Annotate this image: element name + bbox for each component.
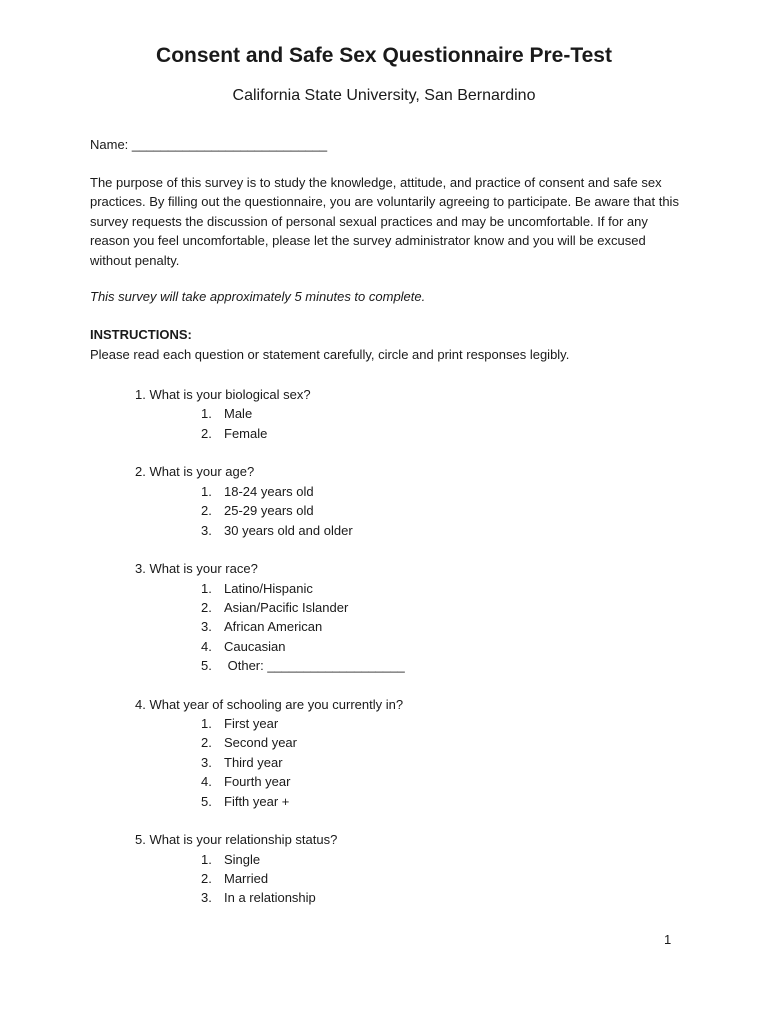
option-number: 4. bbox=[201, 638, 212, 654]
question-text: 2. What is your age? bbox=[135, 464, 255, 480]
answer-option[interactable] bbox=[135, 850, 695, 869]
question-text: 4. What year of schooling are you currently in? bbox=[135, 696, 404, 712]
option-label: In a relationship bbox=[224, 890, 316, 906]
question-5 bbox=[135, 830, 695, 908]
answer-option[interactable] bbox=[135, 501, 695, 520]
option-label: Second year bbox=[224, 735, 297, 751]
answer-option[interactable] bbox=[135, 521, 695, 540]
answer-options bbox=[135, 714, 695, 811]
answer-option[interactable] bbox=[135, 598, 695, 617]
question-2 bbox=[135, 462, 695, 540]
answer-option[interactable] bbox=[135, 792, 695, 811]
option-label: African American bbox=[224, 619, 323, 635]
question-text: 3. What is your race? bbox=[135, 561, 258, 577]
option-label: Caucasian bbox=[224, 638, 286, 654]
answer-option[interactable] bbox=[135, 579, 695, 598]
option-number: 1. bbox=[201, 406, 212, 422]
answer-options bbox=[135, 482, 695, 540]
page-subtitle: California State University, San Bernardino bbox=[232, 87, 536, 104]
option-number: 1. bbox=[201, 716, 212, 732]
option-number: 1. bbox=[201, 851, 212, 867]
instructions-heading: INSTRUCTIONS: bbox=[90, 327, 192, 342]
answer-option[interactable] bbox=[135, 753, 695, 772]
question-text: 1. What is your biological sex? bbox=[135, 387, 311, 402]
option-label: 30 years old and older bbox=[224, 522, 353, 538]
answer-option[interactable] bbox=[135, 869, 695, 888]
question-text: 5. What is your relationship status? bbox=[135, 832, 338, 848]
option-number: 4. bbox=[201, 774, 212, 790]
option-number: 2. bbox=[201, 599, 212, 615]
question-list bbox=[135, 385, 695, 927]
answer-options bbox=[135, 579, 695, 676]
option-number: 1. bbox=[201, 483, 212, 499]
option-number: 2. bbox=[201, 870, 212, 886]
option-label: Other: ___________________ bbox=[224, 658, 405, 674]
duration-note: This survey will take approximately 5 minutes to complete. bbox=[90, 289, 426, 304]
option-number: 2. bbox=[201, 735, 212, 751]
answer-options bbox=[135, 850, 695, 908]
question-4 bbox=[135, 695, 695, 811]
option-label: 25-29 years old bbox=[224, 503, 314, 519]
answer-options bbox=[135, 404, 695, 443]
purpose-paragraph: The purpose of this survey is to study the knowledge, attitude, and practice of consent and safe sex practices. By filling out the questionnaire, you are voluntarily agreeing to participate. Be aware that this survey requests the discussion of personal sexual practices and may be uncomfortable. If for any reason you feel uncomfortable, please let the survey administrator know and you will be excused without penalty. bbox=[90, 175, 679, 268]
option-number: 3. bbox=[201, 890, 212, 906]
answer-option[interactable] bbox=[135, 714, 695, 733]
option-label: Fourth year bbox=[224, 774, 291, 790]
name-field[interactable]: Name: ___________________________ bbox=[90, 137, 328, 152]
option-label: Latino/Hispanic bbox=[224, 580, 313, 596]
option-number: 3. bbox=[201, 522, 212, 538]
option-number: 3. bbox=[201, 619, 212, 635]
option-label: Male bbox=[224, 406, 253, 422]
page-title: Consent and Safe Sex Questionnaire Pre-Test bbox=[156, 44, 612, 67]
answer-option[interactable] bbox=[135, 772, 695, 791]
option-label: Asian/Pacific Islander bbox=[224, 599, 349, 615]
answer-option[interactable] bbox=[135, 424, 695, 443]
option-number: 1. bbox=[201, 580, 212, 596]
answer-option[interactable] bbox=[135, 733, 695, 752]
option-label: Married bbox=[224, 870, 269, 886]
option-label: Fifth year + bbox=[224, 793, 290, 809]
option-number: 3. bbox=[201, 754, 212, 770]
answer-option[interactable] bbox=[135, 888, 695, 907]
answer-option[interactable] bbox=[135, 637, 695, 656]
page-number: 1 bbox=[664, 932, 672, 947]
answer-option[interactable] bbox=[135, 656, 695, 675]
option-label: Third year bbox=[224, 754, 283, 770]
option-number: 2. bbox=[201, 425, 212, 441]
answer-option[interactable] bbox=[135, 617, 695, 636]
question-3 bbox=[135, 559, 695, 675]
option-number: 5. bbox=[201, 793, 212, 809]
question-1 bbox=[135, 385, 695, 443]
option-number: 2. bbox=[201, 503, 212, 519]
option-label: First year bbox=[224, 716, 279, 732]
option-number: 5. bbox=[201, 658, 212, 674]
answer-option[interactable] bbox=[135, 482, 695, 501]
option-label: 18-24 years old bbox=[224, 483, 314, 499]
option-label: Single bbox=[224, 851, 261, 867]
instructions-text: Please read each question or statement carefully, circle and print responses legibly. bbox=[90, 347, 570, 362]
answer-option[interactable] bbox=[135, 404, 695, 423]
option-label: Female bbox=[224, 425, 268, 441]
